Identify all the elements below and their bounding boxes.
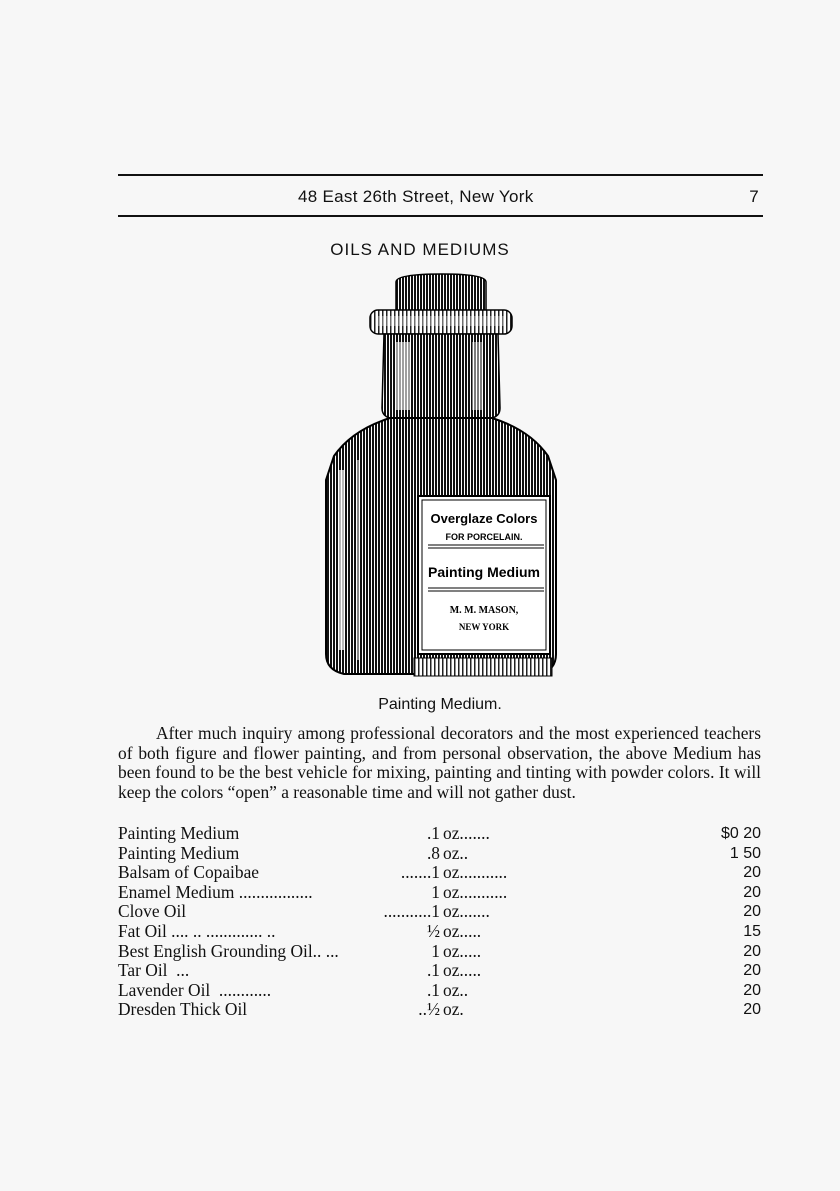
item-price: 20 [743,1001,761,1019]
item-size: ...........1 [383,901,440,922]
item-size: .1 [426,960,440,981]
price-row [118,961,763,981]
medium-bottle-image [318,270,568,690]
item-price: 20 [743,883,761,901]
item-unit: oz..... [443,940,482,961]
label-text-overglaze: Overglaze Colors [430,511,538,526]
item-name: Best English Grounding Oil.. ... [118,940,339,961]
price-row [118,1000,763,1020]
item-name: Dresden Thick Oil [118,999,248,1020]
label-text-painting-medium: Painting Medium [428,564,540,580]
item-unit: oz. [443,999,464,1020]
price-row [118,883,763,903]
price-list [118,824,763,1020]
label-text-porcelain: FOR PORCELAIN. [445,532,523,542]
item-price: 15 [743,922,761,940]
item-unit: oz....... [443,901,490,922]
illustration-caption: Painting Medium. [378,696,502,713]
bottle-illustration [318,270,568,690]
item-name: Painting Medium [118,842,240,863]
item-unit: oz........... [443,862,508,883]
price-row [118,922,763,942]
item-size: .1 [426,823,440,843]
item-name: Painting Medium [118,823,240,843]
page-number: 7 [749,187,759,206]
item-unit: oz.. [443,842,469,863]
header-bottom-rule [118,215,763,217]
item-unit: oz..... [443,960,482,981]
header-top-rule [118,174,763,176]
item-price: 20 [743,981,761,999]
price-row [118,942,763,962]
item-price: 1 50 [729,844,761,862]
description-paragraph: After much inquiry among professional decorators and the most experienced teachers of both figure and flower painting, and from personal observation, the above Medium has been found to be the best vehicle for mixing, painting and tinting with powder colors. It will keep the colors “open” a reasonable time and will not gather dust. [118,723,761,802]
item-name: Enamel Medium ................. [118,881,313,902]
item-unit: oz.. [443,979,469,1000]
item-unit: oz........... [443,881,508,902]
item-price: $0 20 [720,825,761,842]
item-price: 20 [743,962,761,980]
item-size: 1 [431,881,440,902]
item-size: 1 [431,940,440,961]
item-price: 20 [743,864,761,882]
item-size: ½ [426,920,440,941]
price-row [118,824,763,844]
item-name: Fat Oil .... .. ............. .. [118,920,276,941]
label-text-mason: M. M. MASON, [449,605,519,616]
price-row [118,863,763,883]
price-row [118,902,763,922]
item-size: .8 [426,842,440,863]
price-row [118,844,763,864]
item-name: Lavender Oil ............ [118,979,272,1000]
section-title: OILS AND MEDIUMS [330,240,510,259]
item-price: 20 [743,903,761,921]
price-row [118,981,763,1001]
item-unit: oz..... [443,920,482,941]
item-price: 20 [743,942,761,960]
header-address: 48 East 26th Street, New York [298,187,534,206]
label-text-new-york: NEW YORK [458,622,510,632]
item-size: .......1 [400,862,440,883]
item-name: Tar Oil ... [118,960,190,981]
item-name: Clove Oil [118,901,187,922]
item-size: .1 [426,979,440,1000]
item-unit: oz....... [443,823,490,843]
item-name: Balsam of Copaibae [118,862,260,883]
item-size: ..½ [418,999,440,1020]
